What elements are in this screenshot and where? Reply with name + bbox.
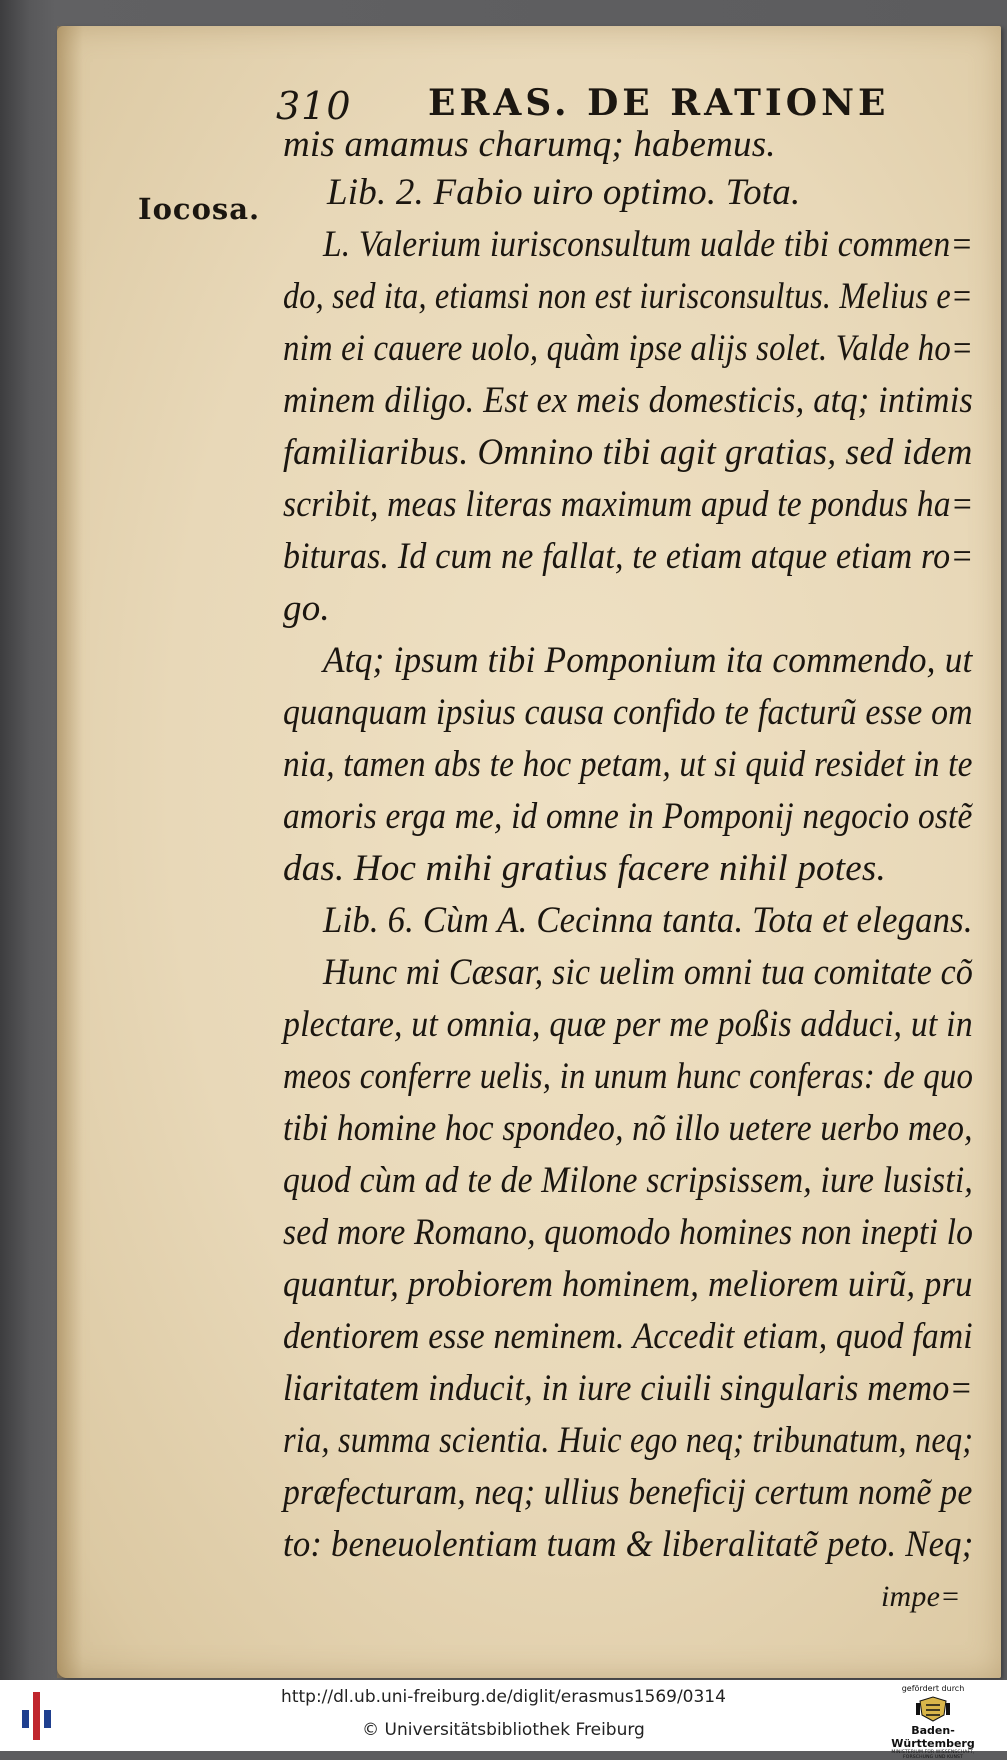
text-line: familiaribus. Omnino tibi agit gratias, sed idem	[283, 432, 973, 473]
text-line: go.	[283, 588, 330, 629]
text-line: bituras. Id cum ne fallat, te etiam atque etiam ro=	[283, 536, 974, 577]
text-line: Hunc mi Cæsar, sic uelim omni tua comitate cõ	[323, 952, 974, 993]
permalink-url[interactable]: http://dl.ub.uni-freiburg.de/diglit/erasmus1569/0314	[281, 1687, 726, 1707]
running-head: ERAS. DE RATIONE	[428, 82, 890, 124]
text-line: quod cùm ad te de Milone scripsissem, iure lusisti,	[283, 1160, 973, 1201]
text-line: Lib. 2. Fabio uiro optimo. Tota.	[327, 172, 801, 213]
text-line: ria, summa scientia. Huic ego neq; tribunatum, neq;	[283, 1420, 974, 1461]
text-line: liaritatem inducit, in iure ciuili singularis memo=	[283, 1368, 973, 1409]
text-line: plectare, ut omnia, quæ per me poßis adduci, ut in	[283, 1004, 973, 1045]
text-line: to: beneuolentiam tuam & liberalitatẽ peto. Neq;	[283, 1524, 974, 1565]
text-line: nia, tamen abs te hoc petam, ut si quid residet in te	[283, 744, 973, 785]
text-line: dentiorem esse neminem. Accedit etiam, quod fami	[283, 1316, 973, 1357]
text-line: quanquam ipsius causa confido te facturũ esse om	[283, 692, 973, 733]
folio-number: 310	[276, 84, 352, 128]
sponsor-block	[883, 1684, 983, 1760]
copyright-notice: © Universitätsbibliothek Freiburg	[362, 1720, 645, 1740]
text-line: tibi homine hoc spondeo, nõ illo uetere uerbo meo,	[283, 1108, 973, 1149]
text-line: L. Valerium iurisconsultum ualde tibi commen=	[323, 224, 974, 265]
text-line: nim ei cauere uolo, quàm ipse alijs solet. Valde ho=	[283, 328, 974, 369]
text-line: sed more Romano, quomodo homines non inepti lo	[283, 1212, 974, 1253]
text-line: minem diligo. Est ex meis domesticis, atq; intimis	[283, 380, 974, 421]
state-crest-icon	[916, 1695, 950, 1723]
text-line: præfecturam, neq; ullius beneficij certum nomẽ pe	[283, 1472, 973, 1513]
text-line: do, sed ita, etiamsi non est iurisconsultus. Melius e=	[283, 276, 973, 317]
viewer-footer	[0, 1680, 1007, 1760]
margin-note: Iocosa.	[138, 192, 261, 226]
text-line: quantur, probiorem hominem, meliorem uirũ, pru	[283, 1264, 973, 1305]
sponsor-name: Baden-Württemberg	[891, 1724, 975, 1750]
text-line: scribit, meas literas maximum apud te pondus ha=	[283, 484, 974, 525]
sponsor-ministry: MINISTERIUM FÜR WISSENSCHAFT, FORSCHUNG UND KUNST	[891, 1750, 975, 1760]
catchword: impe=	[881, 1580, 961, 1613]
text-line: das. Hoc mihi gratius facere nihil potes.	[283, 848, 886, 889]
text-line: mis amamus charumq; habemus.	[283, 124, 776, 165]
text-line: amoris erga me, id omne in Pomponij negocio ostẽ	[283, 796, 973, 837]
text-line: Lib. 6. Cùm A. Cecinna tanta. Tota et elegans.	[323, 900, 973, 941]
sponsor-prefix: gefördert durch	[901, 1684, 965, 1693]
text-line: meos conferre uelis, in unum hunc conferas: de quo	[283, 1056, 974, 1097]
text-line: Atq; ipsum tibi Pomponium ita commendo, ut	[323, 640, 973, 681]
